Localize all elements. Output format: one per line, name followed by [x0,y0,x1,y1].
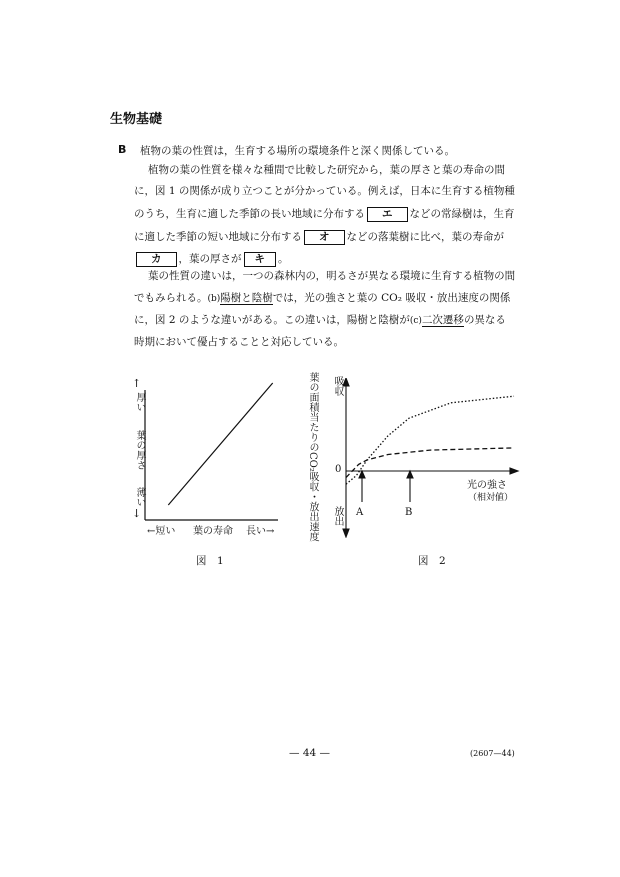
fig2-a-pointer-head [359,471,365,478]
fig2-zero: 0 [335,464,342,475]
fig1-y-arrow-up: ↑ [132,377,142,390]
answer-box-ki: キ [244,252,277,267]
fig1-y-bottom: 薄い [134,487,145,507]
para1-line6-a: ，葉の厚さが [178,253,242,265]
fig2-point-a: A [356,507,364,518]
para1-line5 [134,229,504,245]
fig1-y-arrow-down: ↓ [132,507,142,520]
para2-line3-a: に，図 2 のような違いがある。この違いは，陽樹と陰樹が [134,314,410,326]
fig1-x-left: ←短い [147,526,176,537]
para2-line2-a: でもみられる。 [134,292,208,304]
para2-line1: 葉の性質の違いは，一つの森林内の，明るさが異なる環境に生育する植物の間 [148,270,516,282]
para1-line1: 植物の葉の性質は，生育する場所の環境条件と深く関係している。 [140,145,455,157]
section-label: B [118,143,127,156]
answer-box-e: エ [367,207,408,222]
fig1-y-label: 葉の厚さ [134,430,145,470]
fig1-data-line [168,383,272,505]
figure-1 [100,378,300,578]
para1-line2: 植物の葉の性質を様々な種間で比較した研究から，葉の厚さと葉の寿命の間 [148,164,505,176]
fig2-b-pointer-head [407,471,413,478]
marker-b: (b) [207,294,221,304]
answer-box-ka: カ [136,252,177,267]
fig1-y-top: 厚い [134,392,145,412]
exam-code: (2607—44) [470,749,515,758]
fig2-x-label: 光の強さ [467,480,507,491]
fig2-caption: 図 2 [418,555,446,567]
fig2-y-top: 吸収 [332,376,343,396]
fig1-x-right: 長い→ [246,526,275,537]
fig2-y-arrow-bottom [343,529,349,537]
fig2-point-b: B [405,507,413,518]
para1-line5-b: などの落葉樹に比べ，葉の寿命が [346,231,504,243]
fig2-y-arrow-top [343,378,349,386]
para1-line3: に，図 1 の関係が成り立つことが分かっている。例えば，日本に生育する植物種 [134,185,515,197]
para1-line4 [134,206,515,222]
para1-line4-a: のうち，生育に適した季節の長い地域に分布する [134,208,365,220]
figure-2 [340,378,520,538]
underlined-b: 陽樹と陰樹 [220,292,273,304]
answer-box-o: オ [304,230,345,245]
fig1-x-label: 葉の寿命 [193,526,233,537]
fig1-caption: 図 1 [196,555,224,567]
para1-line4-b: などの常緑樹は，生育 [409,208,515,220]
fig2-y-bottom: 放出 [332,506,343,526]
para2-line4: 時期において優占することと対応している。 [134,336,344,348]
para1-line5-a: に適した季節の短い地域に分布する [134,231,302,243]
page-number: — 44 — [289,747,331,759]
fig2-y-label: 葉の面積当たりのCO₂吸収・放出速度 [307,372,318,542]
fig2-curve-dashed [346,448,514,478]
fig2-x-sub: （相対値） [468,493,514,503]
para1-line6-b: 。 [278,253,289,265]
para2-line2-b: では，光の強さと葉の CO₂ 吸収・放出速度の関係 [272,292,511,304]
para2-line3 [134,312,506,327]
subject-heading: 生物基礎 [110,112,163,127]
para2-line2 [134,290,510,305]
fig2-x-arrow [510,468,518,474]
underlined-c: 二次遷移 [421,314,464,326]
marker-c: (c) [409,316,422,326]
para1-line6 [134,251,289,267]
para2-line3-b: の異なる [463,314,506,326]
